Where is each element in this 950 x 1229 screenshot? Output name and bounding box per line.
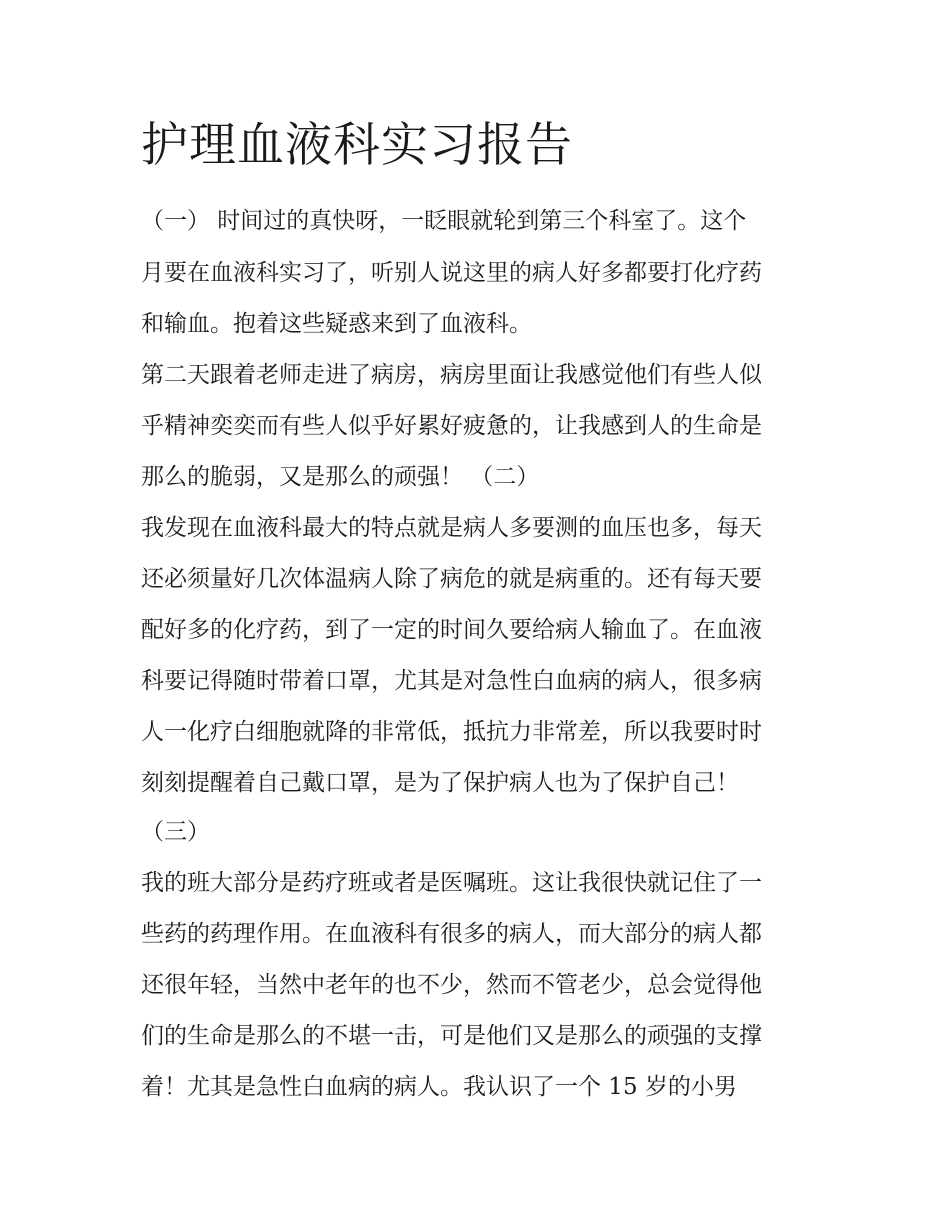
text-line: （一） 时间过的真快呀，一眨眼就轮到第三个科室了。这个 <box>141 208 747 234</box>
text-line: 配好多的化疗药，到了一定的时间久要给病人输血了。在血液 <box>141 617 762 643</box>
text-line: 第二天跟着老师走进了病房，病房里面让我感觉他们有些人似 <box>141 362 762 388</box>
text-line: 们的生命是那么的不堪一击，可是他们又是那么的顽强的支撑 <box>141 1023 762 1049</box>
text-line: 还必须量好几次体温病人除了病危的就是病重的。还有每天要 <box>141 566 762 592</box>
text-line: （三） <box>141 819 210 845</box>
text-line: 乎精神奕奕而有些人似乎好累好疲惫的，让我感到人的生命是 <box>141 413 762 439</box>
text-line: 月要在血液科实习了，听别人说这里的病人好多都要打化疗药 <box>141 260 762 286</box>
text-line: 刻刻提醒着自己戴口罩，是为了保护病人也为了保护自己！ <box>141 770 739 796</box>
text-line: 着！尤其是急性白血病的病人。我认识了一个 15 岁的小男 <box>141 1074 737 1100</box>
text-line: 和输血。抱着这些疑惑来到了血液科。 <box>141 311 532 337</box>
text-line: 还很年轻，当然中老年的也不少，然而不管老少，总会觉得他 <box>141 972 762 998</box>
text-line: 我的班大部分是药疗班或者是医嘱班。这让我很快就记住了一 <box>141 870 762 896</box>
document-title: 护理血液科实习报告 <box>141 118 573 173</box>
text-line: 人一化疗白细胞就降的非常低，抵抗力非常差，所以我要时时 <box>141 719 762 745</box>
text-line: 些药的药理作用。在血液科有很多的病人，而大部分的病人都 <box>141 921 762 947</box>
text-line: 科要记得随时带着口罩，尤其是对急性白血病的病人，很多病 <box>141 668 762 694</box>
text-line: 我发现在血液科最大的特点就是病人多要测的血压也多，每天 <box>141 515 762 541</box>
text-line: 那么的脆弱，又是那么的顽强！ （二） <box>141 464 540 490</box>
